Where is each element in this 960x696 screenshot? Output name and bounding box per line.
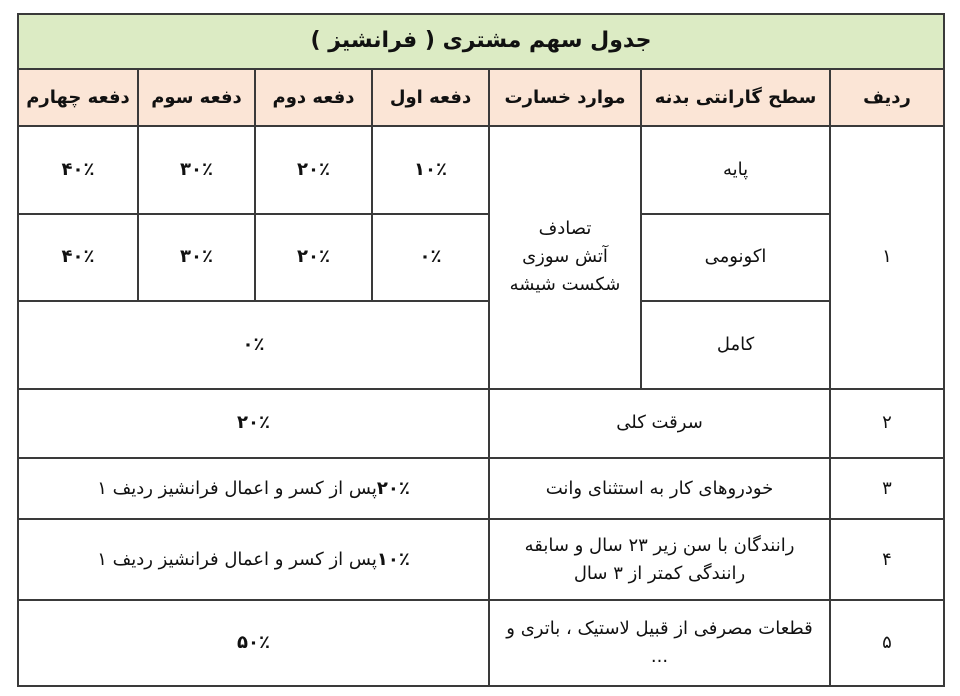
row-4-description-line-1: رانندگان با سن زیر ۲۳ سال و سابقه xyxy=(524,534,795,556)
table-title: جدول سهم مشتری ( فرانشیز ) xyxy=(18,14,944,69)
row-5-value: ۵۰٪ xyxy=(18,600,489,686)
row-3-value-note: پس از کسر و اعمال فرانشیز ردیف ۱ xyxy=(97,477,377,499)
row-1-economy-first: ۰٪ xyxy=(372,214,489,302)
row-1-economy-second: ۲۰٪ xyxy=(255,214,372,302)
header-fourth-time: دفعه چهارم xyxy=(18,69,138,126)
row-5-number: ۵ xyxy=(830,600,944,686)
row-3-value xyxy=(18,458,489,519)
row-2-description: سرقت کلی xyxy=(489,389,830,458)
row-1-economy-third: ۳۰٪ xyxy=(138,214,255,302)
row-1-basic-second: ۲۰٪ xyxy=(255,126,372,214)
header-row-number: ردیف xyxy=(830,69,944,126)
row-1-basic-third: ۳۰٪ xyxy=(138,126,255,214)
row-2-value: ۲۰٪ xyxy=(18,389,489,458)
row-1-number: ۱ xyxy=(830,126,944,389)
row-4-value xyxy=(18,519,489,600)
header-damage-cases: موارد خسارت xyxy=(489,69,641,126)
damage-case-accident: تصادف xyxy=(538,218,592,240)
row-4-description xyxy=(489,519,830,600)
row-4-value-percent: ۱۰٪ xyxy=(376,548,410,570)
row-1-level-full: کامل xyxy=(641,301,830,389)
row-5-description-line-2: ... xyxy=(650,646,669,668)
header-second-time: دفعه دوم xyxy=(255,69,372,126)
damage-case-fire: آتش سوزی xyxy=(522,246,608,268)
row-1-damage-cases xyxy=(489,126,641,389)
row-1-basic-fourth: ۴۰٪ xyxy=(18,126,138,214)
row-1-level-economy: اکونومی xyxy=(641,214,830,302)
row-1-level-basic: پایه xyxy=(641,126,830,214)
row-4-number: ۴ xyxy=(830,519,944,600)
row-1-basic-first: ۱۰٪ xyxy=(372,126,489,214)
row-1-economy-fourth: ۴۰٪ xyxy=(18,214,138,302)
row-4-value-note: پس از کسر و اعمال فرانشیز ردیف ۱ xyxy=(97,548,377,570)
franchise-table-container xyxy=(17,13,943,687)
header-coverage-level: سطح گارانتی بدنه xyxy=(641,69,830,126)
row-3-description: خودروهای کار به استثنای وانت xyxy=(489,458,830,519)
row-5-description-line-1: قطعات مصرفی از قبیل لاستیک ، باتری و xyxy=(506,618,813,640)
row-4-description-line-2: رانندگی کمتر از ۳ سال xyxy=(573,562,746,584)
franchise-table xyxy=(17,13,945,687)
damage-case-glass: شکست شیشه xyxy=(509,274,621,296)
row-2-number: ۲ xyxy=(830,389,944,458)
row-5-description xyxy=(489,600,830,686)
header-first-time: دفعه اول xyxy=(372,69,489,126)
header-third-time: دفعه سوم xyxy=(138,69,255,126)
row-3-value-percent: ۲۰٪ xyxy=(376,477,410,499)
row-1-full-value: ۰٪ xyxy=(18,301,489,389)
row-3-number: ۳ xyxy=(830,458,944,519)
